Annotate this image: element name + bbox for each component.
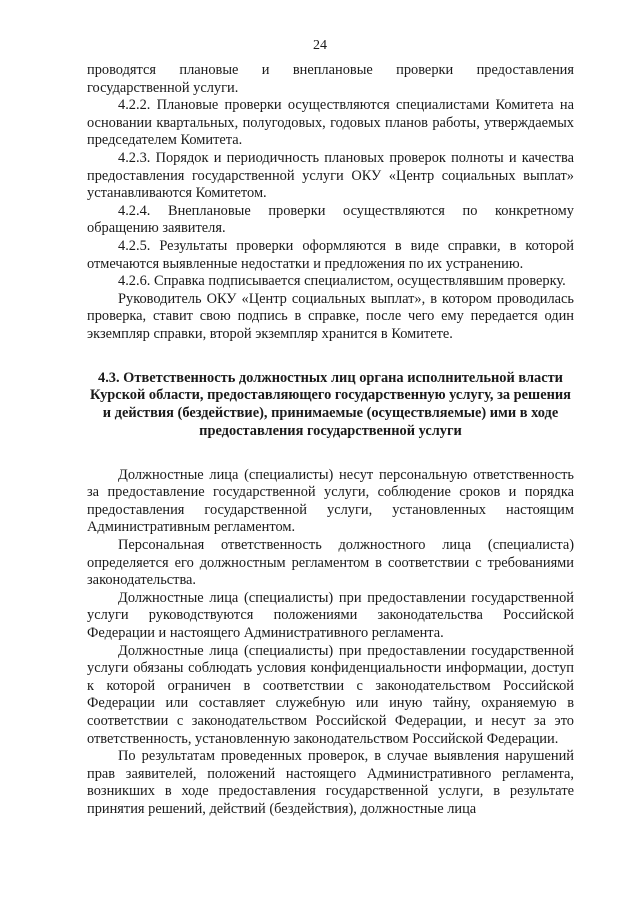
paragraph-4-2-3: 4.2.3. Порядок и периодичность плановых проверок полноты и качества предоставления государственной услуги ОКУ «Центр социальных выплат» устанавливаются Комитетом. (87, 149, 574, 202)
paragraph-head-signature: Руководитель ОКУ «Центр социальных выплат», в котором проводилась проверка, ставит свою подпись в справке, после чего ему передается один экземпляр справки, второй экземпляр хранится в Комитете. (87, 290, 574, 342)
section-heading-4-3: 4.3. Ответственность должностных лиц органа исполнительной власти Курской области, предоставляющего государственную услугу, за решения и действия (бездействие), принимаемые (осуществляемые) ими в ходе предоставления государственной услуги (90, 369, 571, 439)
paragraph-inspection-results: По результатам проведенных проверок, в случае выявления нарушений прав заявителей, положений настоящего Административного регламента, возникших в ходе предоставления государственной услуги, в результате принятия решений, действий (бездействия), должностные лица (87, 748, 574, 817)
paragraph-4-2-4: 4.2.4. Внеплановые проверки осуществляются по конкретному обращению заявителя. (87, 202, 574, 237)
page-body (87, 62, 574, 819)
paragraph-4-2-6: 4.2.6. Справка подписывается специалистом, осуществлявшим проверку. (118, 273, 566, 290)
paragraph-personal-responsibility: Должностные лица (специалисты) несут персональную ответственность за предоставление государственной услуги, соблюдение сроков и порядка предоставления государственной услуги, установленных настоящим Административным регламентом. (87, 466, 574, 536)
paragraph-4-2-2: 4.2.2. Плановые проверки осуществляются специалистами Комитета на основании квартальных, полугодовых, годовых планов работы, утверждаемых председателем Комитета. (87, 97, 574, 149)
paragraph-continuation: проводятся плановые и внеплановые проверки предоставления государственной услуги. (87, 62, 574, 96)
page-number: 24 (313, 38, 327, 53)
paragraph-responsibility-definition: Персональная ответственность должностного лица (специалиста) определяется его должностным регламентом в соответствии с требованиями законодательства. (87, 537, 574, 589)
paragraph-confidentiality: Должностные лица (специалисты) при предоставлении государственной услуги обязаны соблюдать условия конфиденциальности информации, доступ к которой ограничен в соответствии с законодательством Российской Федерации или составляет служебную или иную тайну, охраняемую в соответствии с законодательством Российской Федерации, и несут за это ответственность, установленную законодательством Российской Федерации. (87, 642, 574, 747)
paragraph-legislation-guidance: Должностные лица (специалисты) при предоставлении государственной услуги руководствуются положениями законодательства Российской Федерации и настоящего Административного регламента. (87, 589, 574, 642)
paragraph-4-2-5: 4.2.5. Результаты проверки оформляются в виде справки, в которой отмечаются выявленные недостатки и предложения по их устранению. (87, 237, 574, 272)
